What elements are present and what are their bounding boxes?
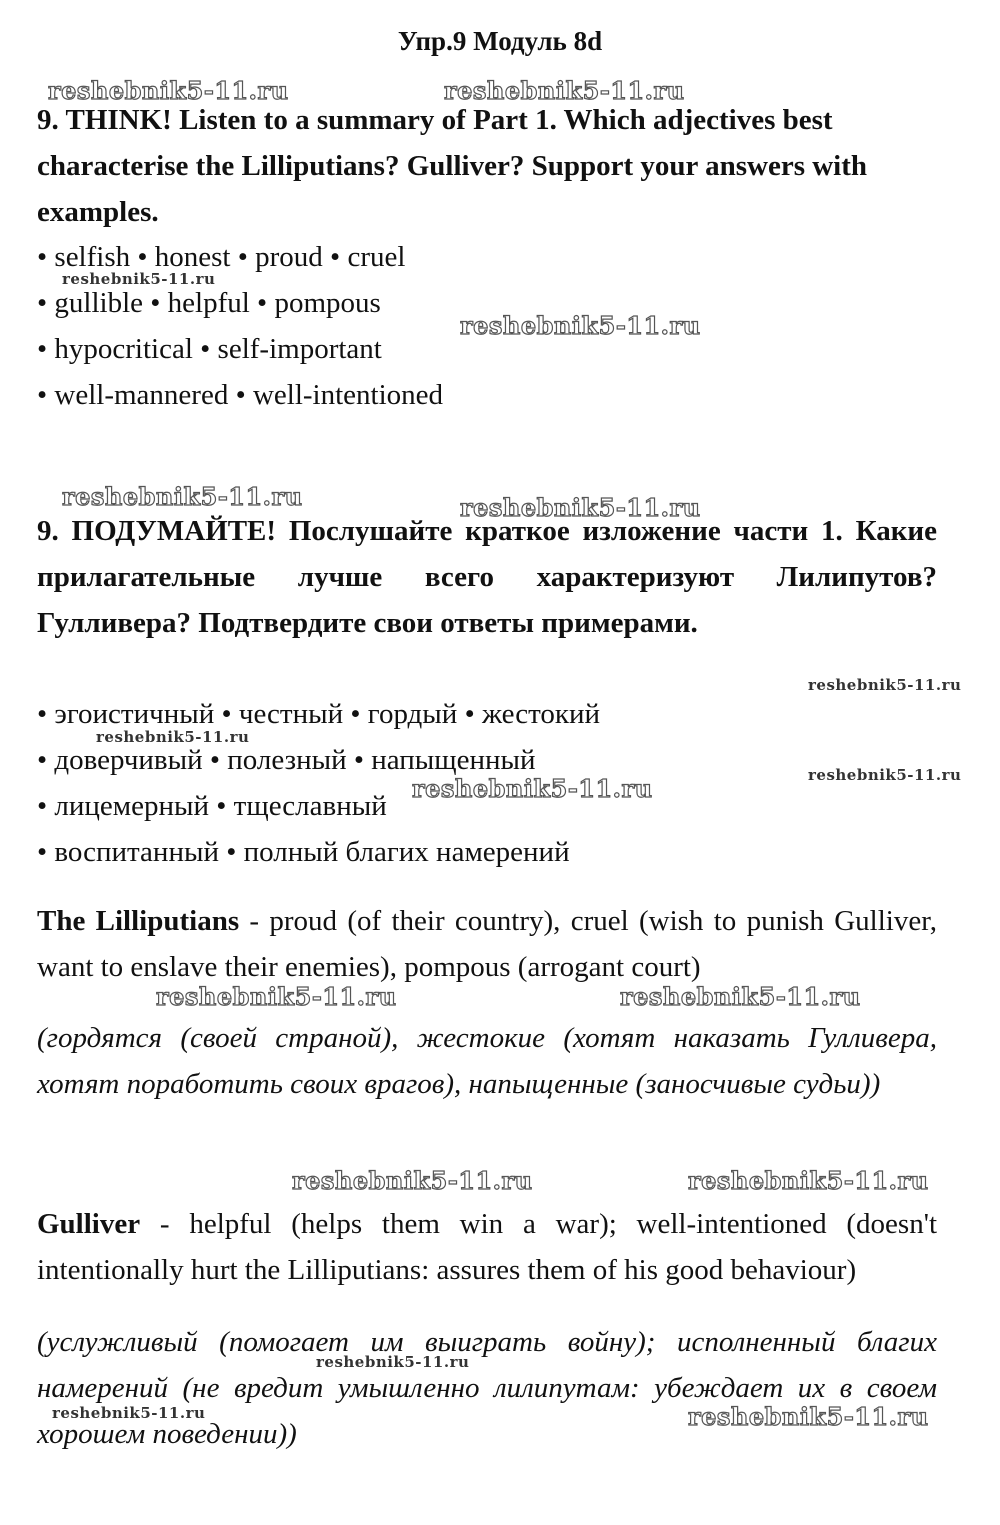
watermark: reshebnik5-11.ru — [688, 1402, 929, 1431]
watermark: reshebnik5-11.ru — [48, 76, 289, 105]
watermark: reshebnik5-11.ru — [62, 270, 216, 288]
list-item: • эгоистичный • честный • гордый • жестокий — [37, 698, 601, 730]
answer-gulliver-translation: (услужливый (помогает им выиграть войну); исполненный благих намерений (не вредит умышленно лилипутам: убеждает их в своем хорошем поведении)) — [37, 1326, 937, 1450]
watermark: reshebnik5-11.ru — [460, 311, 701, 340]
list-item: • лицемерный • тщеславный — [37, 790, 387, 822]
list-item: • воспитанный • полный благих намерений — [37, 836, 570, 868]
russian-task: 9. ПОДУМАЙТЕ! Послушайте краткое изложение части 1. Какие прилагательные лучше всего характеризуют Лилипутов? Гулливера? Подтвердите свои ответы примерами. — [37, 515, 937, 639]
list-item: • hypocritical • self-important — [37, 333, 382, 365]
watermark: reshebnik5-11.ru — [316, 1353, 470, 1371]
watermark: reshebnik5-11.ru — [156, 982, 397, 1011]
list-item: • доверчивый • полезный • напыщенный — [37, 744, 536, 776]
answer-lilliputians — [37, 898, 937, 990]
list-item: • well-mannered • well-intentioned — [37, 379, 444, 411]
watermark: reshebnik5-11.ru — [96, 728, 250, 746]
watermark: reshebnik5-11.ru — [808, 676, 962, 694]
watermark: reshebnik5-11.ru — [688, 1166, 929, 1195]
list-item: • gullible • helpful • pompous — [37, 287, 381, 319]
watermark: reshebnik5-11.ru — [412, 774, 653, 803]
watermark: reshebnik5-11.ru — [460, 493, 701, 522]
answer-gulliver — [37, 1201, 937, 1293]
watermark: reshebnik5-11.ru — [52, 1404, 206, 1422]
watermark: reshebnik5-11.ru — [444, 76, 685, 105]
answer-lilliputians-translation: (гордятся (своей страной), жестокие (хотят наказать Гулливера, хотят поработить своих врагов), напыщенные (заносчивые судьи)) — [37, 1022, 937, 1100]
watermark: reshebnik5-11.ru — [808, 766, 962, 784]
list-item: • selfish • honest • proud • cruel — [37, 241, 406, 273]
english-task: 9. THINK! Listen to a summary of Part 1. Which adjectives best characterise the Lilliputians? Gulliver? Support your answers with examples. — [37, 104, 868, 228]
answer-subject: Gulliver — [37, 1208, 141, 1240]
watermark: reshebnik5-11.ru — [620, 982, 861, 1011]
watermark: reshebnik5-11.ru — [292, 1166, 533, 1195]
watermark: reshebnik5-11.ru — [62, 482, 303, 511]
page-title: Упр.9 Модуль 8d — [397, 26, 603, 56]
answer-subject: The Lilliputians — [37, 905, 240, 937]
answer-text: - proud (of their country), cruel (wish to punish Gulliver, want to enslave their enemies), pompous (arrogant court) — [37, 905, 937, 983]
answer-text: - helpful (helps them win a war); well-intentioned (doesn't intentionally hurt the Lilliputians: assures them of his good behaviour) — [37, 1208, 937, 1286]
